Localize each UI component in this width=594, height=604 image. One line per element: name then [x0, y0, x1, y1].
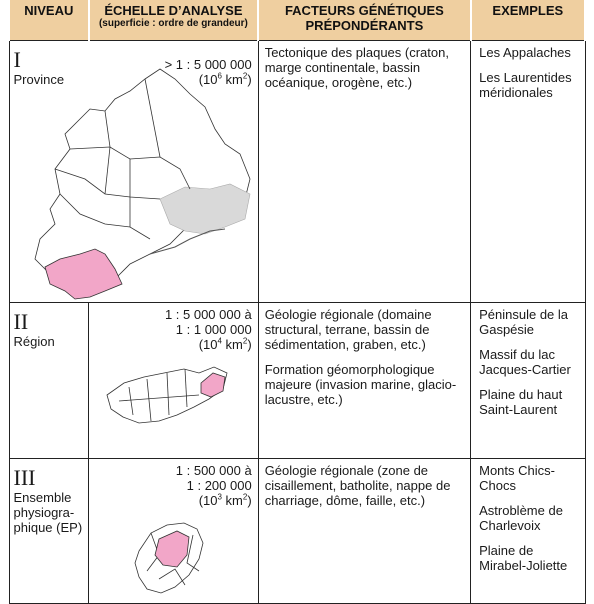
examples-cell-3	[471, 458, 585, 603]
example-text: Les Laurentides méridionales	[479, 69, 572, 100]
level-cell-2	[9, 302, 89, 458]
example-text: Péninsule de la Gaspésie	[479, 306, 569, 337]
scale-text-2: 1 : 5 000 000 à 1 : 1 000 000 ($10^4$ $km^2$)	[164, 306, 252, 352]
examples-cell-2	[471, 302, 585, 458]
example-text: Plaine du haut Saint-Laurent	[479, 386, 563, 417]
examples-cell-1	[471, 40, 585, 302]
header-exemples: EXEMPLES	[471, 0, 585, 40]
saint-lawrence-river	[150, 229, 225, 254]
header-facteurs: FACTEURS GÉNÉTIQUES PRÉPONDÉRANTS	[258, 0, 470, 40]
factor-text: Formation géomorphologique majeure (invasion marine, glacio-lacustre, etc.)	[264, 361, 457, 407]
example-text: Astroblème de Charlevoix	[479, 502, 563, 533]
ensemble-map	[89, 459, 255, 603]
factor-text: Géologie régionale (zone de cisaillement, batholite, nappe de charriage, dôme, faille, etc.)	[264, 462, 451, 508]
table-row-level-3	[9, 458, 585, 603]
table-row-level-2	[9, 302, 585, 458]
factors-cell-2	[258, 302, 470, 458]
labrador-grey-region	[160, 184, 250, 234]
example-text: Monts Chics-Chocs	[479, 462, 555, 493]
level-numeral: III	[13, 464, 36, 490]
scale-cell-3	[89, 458, 259, 603]
scale-area: ($10^6$ $km^2$)	[198, 71, 252, 87]
level-cell-3	[9, 458, 89, 603]
factor-text: Tectonique des plaques (craton, marge continentale, bassin océanique, orogène, etc.)	[264, 44, 449, 90]
factors-cell-3	[258, 458, 470, 603]
factors-cell-1	[258, 40, 470, 302]
level-numeral: I	[13, 46, 21, 72]
header-echelle-subtitle: (superficie : ordre de grandeur)	[98, 18, 248, 29]
scale-text-3: 1 : 500 000 à 1 : 200 000 ($10^3$ $km^2$)	[175, 462, 252, 508]
province-map	[10, 46, 256, 302]
example-text: Massif du lac Jacques-Cartier	[479, 346, 571, 377]
table-row-level-1	[9, 40, 585, 302]
level-label: Ensemble physiogra-phique (EP)	[13, 489, 83, 535]
scale-ratio: > 1 : 5 000 000	[164, 56, 252, 72]
scale-cell-2	[89, 302, 259, 458]
level-cell-1	[9, 40, 258, 302]
level-label: Province	[13, 71, 65, 87]
table-header-row	[9, 0, 585, 40]
level-numeral: II	[13, 308, 29, 334]
classification-table	[8, 0, 586, 604]
ensemble-highlight-pink	[155, 531, 189, 567]
example-text: Les Appalaches	[479, 44, 571, 60]
header-niveau: NIVEAU	[9, 0, 89, 40]
province-highlight-pink	[45, 249, 122, 299]
example-text: Plaine de Mirabel-Joliette	[479, 542, 568, 573]
level-label: Région	[13, 333, 55, 349]
header-echelle-title: ÉCHELLE D’ANALYSE	[104, 3, 243, 18]
gaspesie-highlight-pink	[201, 373, 225, 397]
factor-text: Géologie régionale (domaine structural, terrane, bassin de sédimentation, graben, etc.)	[264, 306, 432, 352]
header-echelle	[89, 0, 259, 40]
region-map	[89, 303, 255, 458]
